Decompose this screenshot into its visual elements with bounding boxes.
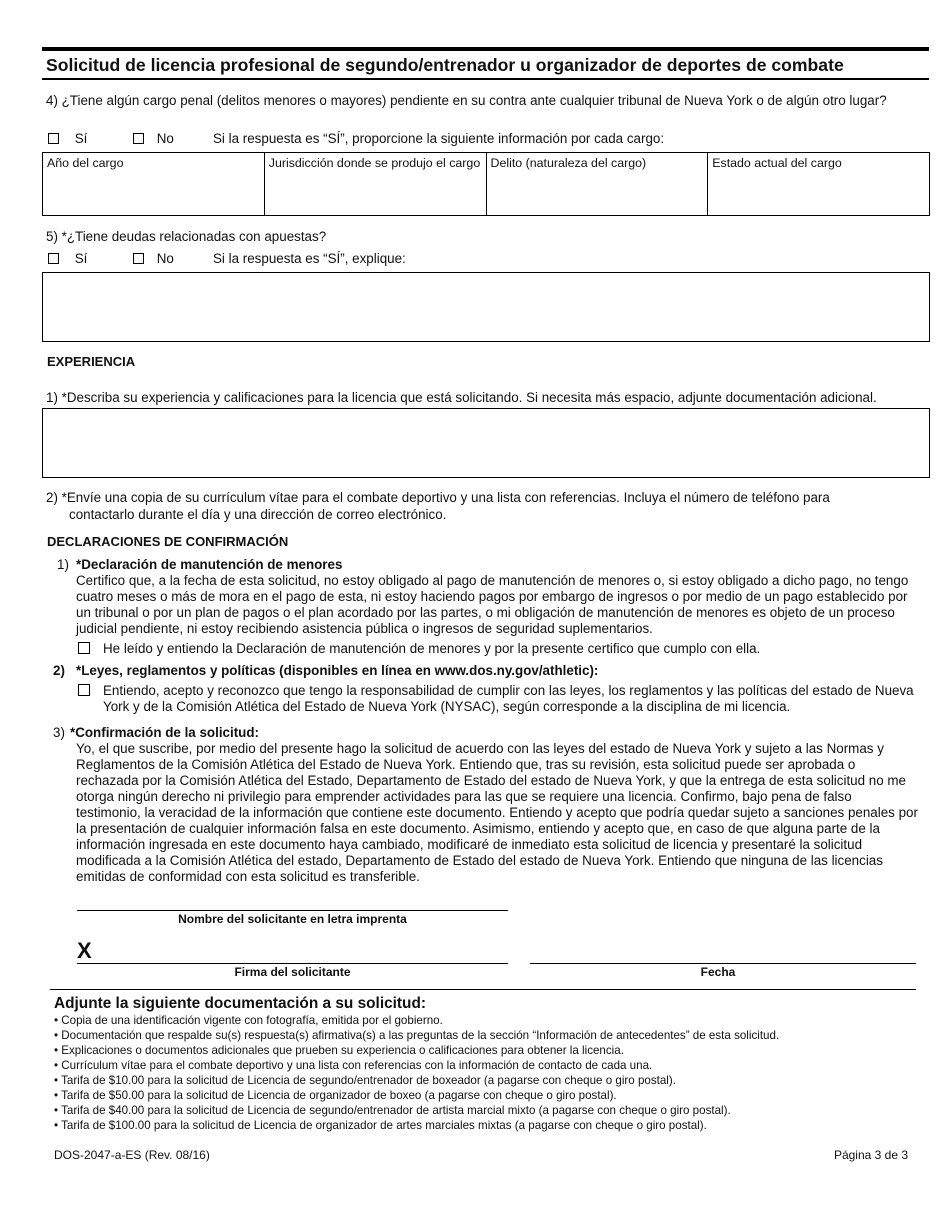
declaration-2-check-label: Entiendo, acepto y reconozco que tengo la responsabilidad de cumplir con las leyes, los reglamentos y las políticas del estado de Nueva York y de la Comisión Atlética del Estado de Nueva York (NYSAC), según corresponde a la disciplina de mi licencia. [103,683,914,714]
declaration-1-number: 1) [57,557,69,572]
declaration-2-checkbox[interactable] [78,683,90,698]
form-identifier: DOS-2047-a-ES (Rev. 08/16) [54,1148,210,1162]
declarations-heading: DECLARACIONES DE CONFIRMACIÓN [47,534,289,549]
attachments-heading: Adjunte la siguiente documentación a su solicitud: [54,995,426,1012]
experience-q1: 1) *Describa su experiencia y calificaciones para la licencia que está solicitando. Si necesita más espacio, adjunte documentación adicional. [46,390,877,405]
q4-no-option[interactable] [133,131,174,146]
charges-col-year[interactable]: Año del cargo [43,153,265,216]
page-title: Solicitud de licencia profesional de segundo/entrenador u organizador de deportes de combate [46,55,844,75]
declaration-3-number: 3) [53,725,65,740]
q5-yes-label: Sí [74,251,88,266]
q4-no-label: No [156,131,174,146]
printed-name-label: Nombre del solicitante en letra imprenta [178,912,407,926]
signature-line[interactable] [77,963,508,964]
attachments-list [54,1013,924,1133]
declaration-1-checkbox[interactable] [78,641,90,656]
attachment-item: • Copia de una identificación vigente con fotografía, emitida por el gobierno. [54,1014,443,1027]
question-4-text: 4) ¿Tiene algún cargo penal (delitos menores o mayores) pendiente en su contra ante cualquier tribunal de Nueva York o de algún otro lugar? [46,93,887,108]
declaration-1-title: *Declaración de manutención de menores [76,557,343,572]
attachment-item: • Currículum vítae para el combate deportivo y una lista con referencias con la información de contacto de cada una. [54,1059,653,1072]
date-label: Fecha [700,965,736,979]
q5-instruction: Si la respuesta es “SÍ”, explique: [213,251,406,266]
q5-yes-option[interactable] [48,251,87,266]
signature-section-divider [50,989,916,990]
date-line[interactable] [530,963,916,964]
q4-yes-label: Sí [74,131,88,146]
attachment-item: • Tarifa de $50.00 para la solicitud de Licencia de organizador de boxeo (a pagarse con cheque o giro postal). [54,1089,617,1102]
title-bottom-rule [42,78,929,80]
declaration-2-box[interactable] [78,684,90,696]
attachment-item: • Explicaciones o documentos adicionales que prueben su experiencia o calificaciones para obtener la licencia. [54,1044,624,1057]
q4-yes-option[interactable] [48,131,87,146]
question-5-text: 5) *¿Tiene deudas relacionadas con apuestas? [46,229,327,244]
signature-x-mark: X [77,938,92,963]
printed-name-line[interactable] [77,910,508,911]
charges-col-jurisdiction[interactable]: Jurisdicción donde se produjo el cargo [264,153,486,216]
q4-yes-checkbox[interactable] [48,133,59,144]
attachment-item: • Tarifa de $100.00 para la solicitud de Licencia de organizador de artes marciales mixtas (a pagarse con cheque o giro postal). [54,1119,707,1132]
q4-instruction: Si la respuesta es “SÍ”, proporcione la siguiente información por cada cargo: [213,131,665,146]
experience-description-box[interactable] [42,408,930,478]
declaration-3-body: Yo, el que suscribe, por medio del presente hago la solicitud de acuerdo con las leyes del estado de Nueva York y sujeto a las Normas y Reglamentos de la Comisión Atlética del Estado de Nueva York. Entiendo que, tras su revisión, esta solicitud puede ser aprobada o rechazada por la Comisión Atlética del Estado, Departamento de Estado del estado de Nueva York, y que la entrega de esta solicitud no me otorga ningún derecho ni privilegio para emprender actividades para las que se requiere una licencia. Confirmo, bajo pena de falso testimonio, la veracidad de la información que contiene este documento. Entiendo y acepto que podría quedar sujeto a sanciones penales por la presentación de cualquier información falsa en este documento. Asimismo, entiendo y acepto que, en caso de que alguna parte de la información ingresada en este documento haya cambiado, modificaré de inmediato esta solicitud de licencia y presentaré la solicitud modificada a la Comisión Atlética del estado, Departamento de Estado del estado de Nueva York. Entiendo que ninguna de las licencias emitidas de conformidad con esta solicitud es transferible. [76,741,918,884]
q5-explanation-box[interactable] [42,272,930,342]
declaration-2-title: *Leyes, reglamentos y políticas (disponibles en línea en www.dos.ny.gov/athletic): [76,663,599,678]
declaration-1-check-label: He leído y entiendo la Declaración de manutención de menores y por la presente certifico que cumplo con ella. [103,641,761,656]
charges-col-offense[interactable]: Delito (naturaleza del cargo) [486,153,708,216]
experience-q2-line2: contactarlo durante el día y una dirección de correo electrónico. [69,507,447,522]
experience-heading: EXPERIENCIA [47,354,136,369]
q5-no-checkbox[interactable] [133,253,144,264]
page-number: Página 3 de 3 [833,1148,908,1162]
q5-yes-checkbox[interactable] [48,253,59,264]
declaration-2-number: 2) [53,663,65,678]
declaration-3-title: *Confirmación de la solicitud: [70,725,259,740]
charges-col-status[interactable]: Estado actual del cargo [708,153,930,216]
attachment-item: • Tarifa de $10.00 para la solicitud de Licencia de segundo/entrenador de boxeador (a pagarse con cheque o giro postal). [54,1074,676,1087]
experience-q2-line1: 2) *Envíe una copia de su currículum vítae para el combate deportivo y una lista con referencias. Incluya el número de teléfono para [46,490,830,505]
signature-label: Firma del solicitante [234,965,351,979]
q4-no-checkbox[interactable] [133,133,144,144]
q5-no-label: No [156,251,174,266]
declaration-1-body: Certifico que, a la fecha de esta solicitud, no estoy obligado al pago de manutención de menores o, si estoy obligado a dicho pago, no tengo cuatro meses o más de mora en el pago de esta, ni estoy haciendo pagos por embargo de ingresos o por medio de un pago establecido por un tribunal o por un plan de pagos o el plan acordado por las partes, o mi obligación de manutención de menores es objeto de un proceso judicial pendiente, ni estoy recibiendo asistencia pública o ingresos de seguridad suplementarios. [76,573,909,636]
attachment-item: • Tarifa de $40.00 para la solicitud de Licencia de segundo/entrenador de artista marcial mixto (a pagarse con cheque o giro postal). [54,1104,731,1117]
attachment-item: • Documentación que respalde su(s) respuesta(s) afirmativa(s) a las preguntas de la sección “Información de antecedentes” de esta solicitud. [54,1029,780,1042]
q5-no-option[interactable] [133,251,174,266]
declaration-1-box[interactable] [78,642,90,654]
title-top-rule [42,47,929,51]
charges-table [42,152,930,216]
